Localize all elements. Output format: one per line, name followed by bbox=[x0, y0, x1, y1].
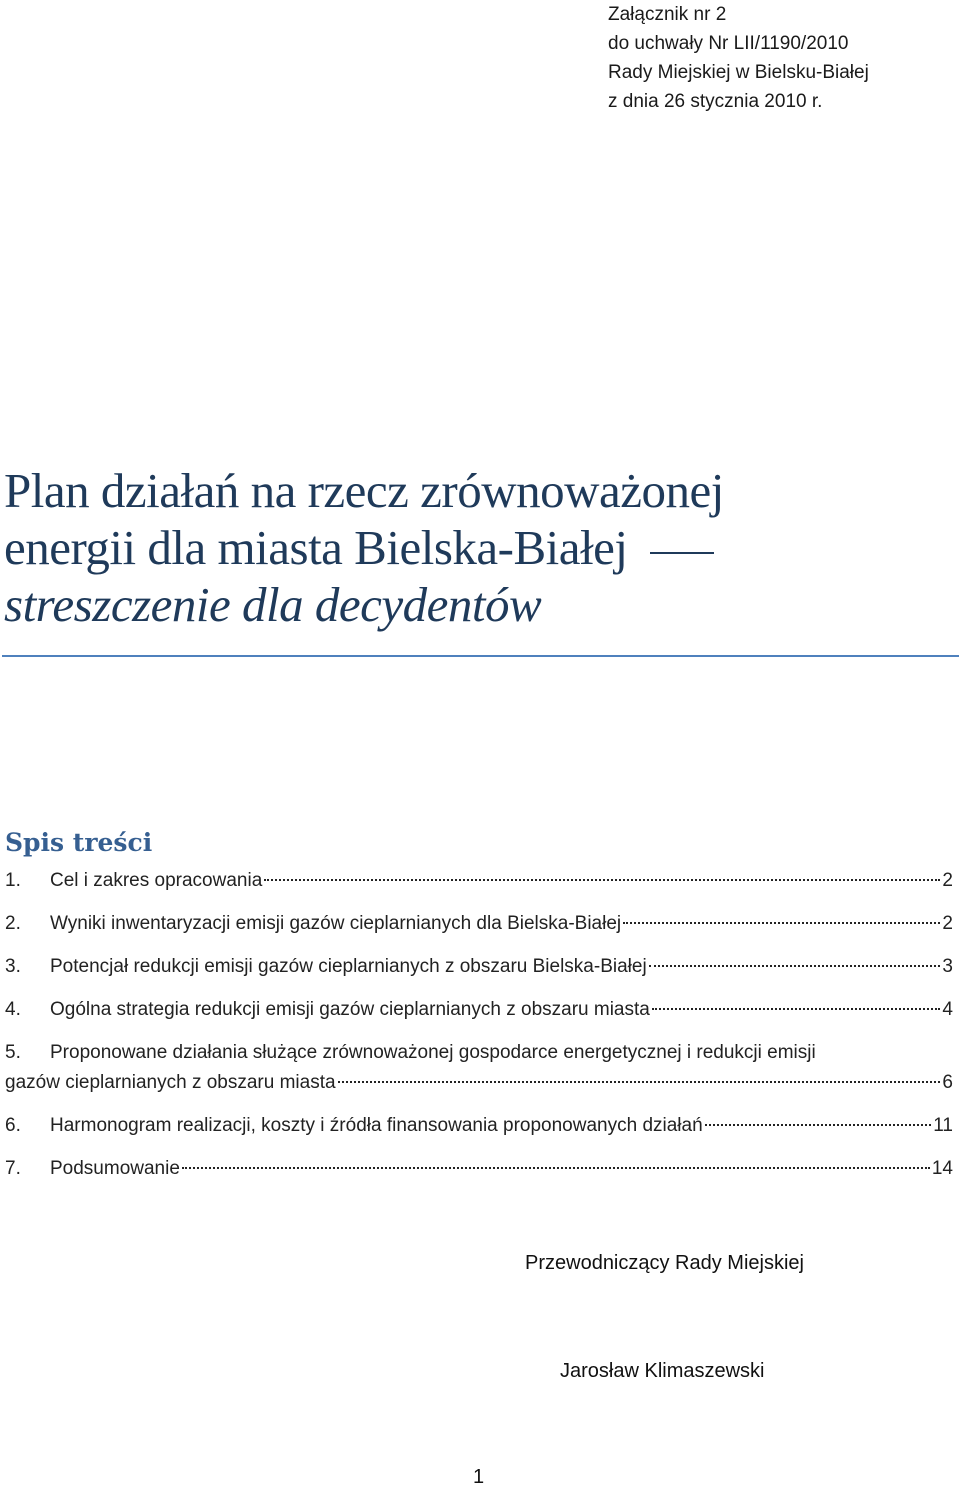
title-dash bbox=[650, 552, 714, 554]
toc-entry-number: 2. bbox=[5, 913, 21, 934]
toc-dot-leader bbox=[264, 879, 940, 881]
title-divider bbox=[2, 655, 959, 657]
toc-entry[interactable] bbox=[5, 1154, 953, 1184]
title-subtitle: streszczenie dla decydentów bbox=[4, 577, 542, 632]
toc-entry-number: 1. bbox=[5, 870, 21, 891]
toc-entry-number: 5. bbox=[5, 1042, 21, 1063]
toc-entry-page: 11 bbox=[933, 1115, 953, 1136]
toc-entry-number: 6. bbox=[5, 1115, 21, 1136]
toc-dot-leader bbox=[182, 1167, 930, 1169]
toc-entry[interactable] bbox=[5, 1111, 953, 1141]
attachment-line: Załącznik nr 2 bbox=[608, 4, 727, 25]
toc-entry[interactable] bbox=[5, 952, 953, 982]
toc-dot-leader bbox=[652, 1008, 941, 1010]
toc-entry-page: 3 bbox=[942, 956, 953, 977]
toc-entry-text: Proponowane działania służące zrównoważonej gospodarce energetycznej i redukcji emisji bbox=[50, 1042, 816, 1063]
signature-name: Jarosław Klimaszewski bbox=[560, 1360, 765, 1382]
toc-entry-text: Potencjał redukcji emisji gazów cieplarnianych z obszaru Bielska-Białej bbox=[50, 956, 647, 977]
toc-entry-page: 14 bbox=[931, 1158, 953, 1179]
toc-entry-number: 3. bbox=[5, 956, 21, 977]
toc-entry-page: 4 bbox=[942, 999, 953, 1020]
toc-entry[interactable] bbox=[5, 1038, 953, 1098]
toc-entry[interactable] bbox=[5, 866, 953, 896]
attachment-line: z dnia 26 stycznia 2010 r. bbox=[608, 91, 823, 112]
attachment-line: do uchwały Nr LII/1190/2010 bbox=[608, 33, 849, 54]
toc-entry-text-continued: gazów cieplarnianych z obszaru miasta bbox=[5, 1072, 336, 1093]
toc-heading: Spis treści bbox=[5, 828, 153, 857]
title-line-2 bbox=[4, 519, 959, 576]
title-line-2-text: energii dla miasta Bielska-Białej bbox=[4, 520, 628, 575]
toc-entry-text: Harmonogram realizacji, koszty i źródła finansowania proponowanych działań bbox=[50, 1115, 703, 1136]
toc-dot-leader bbox=[338, 1081, 941, 1083]
toc-dot-leader bbox=[623, 922, 940, 924]
toc-entry-text: Cel i zakres opracowania bbox=[50, 870, 263, 891]
toc-entry-number: 4. bbox=[5, 999, 21, 1020]
toc-entry-number: 7. bbox=[5, 1158, 21, 1179]
document-title bbox=[4, 462, 959, 633]
title-line-1: Plan działań na rzecz zrównoważonej bbox=[4, 463, 724, 518]
toc-dot-leader bbox=[649, 965, 941, 967]
toc-entry[interactable] bbox=[5, 995, 953, 1025]
signature-title: Przewodniczący Rady Miejskiej bbox=[525, 1252, 804, 1274]
table-of-contents bbox=[5, 866, 953, 1197]
toc-entry-page: 2 bbox=[942, 870, 953, 891]
attachment-line: Rady Miejskiej w Bielsku-Białej bbox=[608, 62, 869, 83]
toc-entry[interactable] bbox=[5, 909, 953, 939]
toc-entry-text: Ogólna strategia redukcji emisji gazów cieplarnianych z obszaru miasta bbox=[50, 999, 650, 1020]
toc-entry-page: 2 bbox=[942, 913, 953, 934]
toc-entry-text: Podsumowanie bbox=[50, 1158, 180, 1179]
attachment-note bbox=[608, 0, 869, 116]
toc-entry-text: Wyniki inwentaryzacji emisji gazów cieplarnianych dla Bielska-Białej bbox=[50, 913, 622, 934]
toc-entry-page: 6 bbox=[942, 1072, 953, 1093]
toc-dot-leader bbox=[705, 1124, 932, 1126]
page-number: 1 bbox=[473, 1466, 485, 1488]
